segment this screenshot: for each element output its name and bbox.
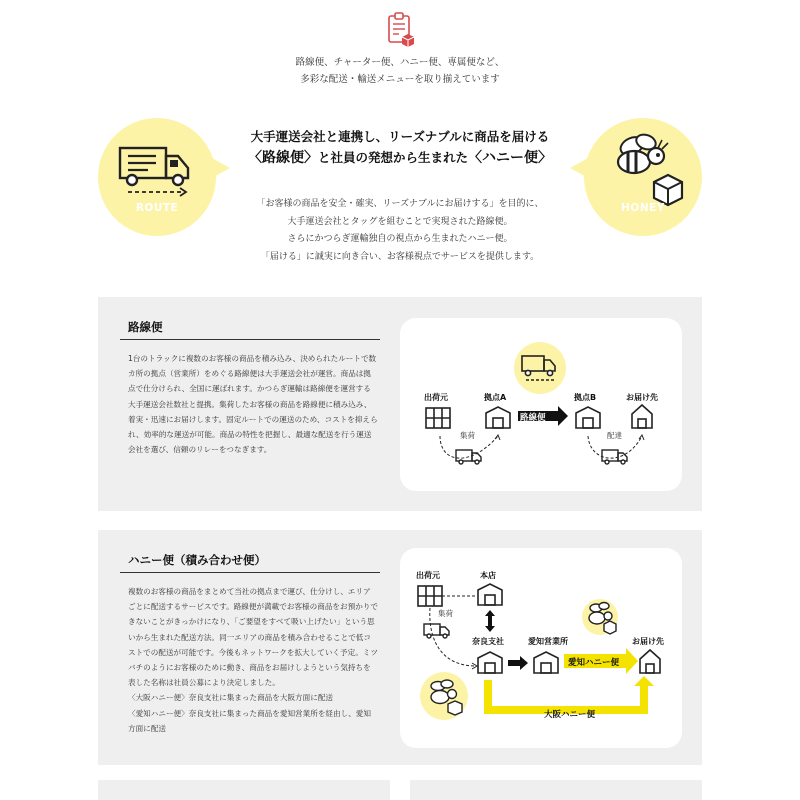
head-office-label: 本店 xyxy=(480,571,496,580)
description xyxy=(0,196,800,266)
honey-note-osaka: 〈大阪ハニー便〉奈良支社に集まった商品を大阪方面に配送 xyxy=(128,693,334,703)
nara-branch-label: 奈良支社 xyxy=(472,637,504,646)
honey-section-divider xyxy=(120,572,380,573)
description-line-1: 「お客様の商品を安全・確実、リーズナブルにお届けする」を目的に、 xyxy=(256,199,544,209)
aichi-honey-label: 愛知ハニー便 xyxy=(568,658,620,668)
osaka-honey-label: 大阪ハニー便 xyxy=(544,710,596,720)
route-origin-label: 出荷元 xyxy=(424,393,448,402)
honey-origin-label: 出荷元 xyxy=(416,571,440,580)
hub-a-icon xyxy=(486,407,510,428)
aichi-office-icon xyxy=(534,652,558,673)
route-section xyxy=(98,297,702,511)
next-section-left xyxy=(98,780,390,800)
route-pickup-label: 集荷 xyxy=(460,431,475,440)
route-label: ROUTE xyxy=(135,202,179,214)
route-destination-label: お届け先 xyxy=(626,393,658,402)
honey-destination-label: お届け先 xyxy=(632,637,664,646)
headline-line-2 xyxy=(0,147,800,169)
route-section-title: 路線便 xyxy=(128,320,163,334)
honey-pickup-label: 集荷 xyxy=(438,609,453,618)
honey-section-text: 複数のお客様の商品をまとめて当社の拠点まで運び、仕分けし、エリアごとに配送するサービスです。路線便が満載でお客様の商品をお預かりできないことがきっかけになり、「ご要望をすべて吸い上げたい」という思いから生まれた配送方法。同一エリアの商品を積み合わせることで低コストでの配送が可能です。今後もネットワークを拡大していく予定。ミツバチのようにお客様のために動き、商品をお届けしようという気持ちを表した名称は社員公募により決定しました。 xyxy=(128,587,378,688)
honey-section-title: ハニー便（積み合わせ便） xyxy=(128,553,266,567)
route-hub-a-label: 拠点A xyxy=(484,393,507,402)
route-section-text: 1台のトラックに複数のお客様の商品を積み込み、決められたルートで数カ所の拠点（営業所）をめぐる路線便は大手運送会社が運営。商品は拠点で仕分けられ、全国に運ばれます。かつらぎ運輸は路線便を運営する大手運送会社数社と提携。集荷したお客様の商品を路線便に積み込み、着実・迅速にお届けします。固定ルートでの運送のため、コストを抑えられ、効率的な運送が可能。商品の特性を把握し、最適な配送を行う運送会社を選び、信頼のリレーをつなぎます。 xyxy=(128,354,378,455)
intro-line-2: 多彩な配送・輸送メニューを取り揃えています xyxy=(300,74,500,85)
delivery-truck-icon xyxy=(602,450,627,464)
head-office-icon xyxy=(478,584,502,605)
description-line-2: 大手運送会社とタッグを組むことで実現された路線便。 xyxy=(287,216,513,227)
next-section-right xyxy=(410,780,702,800)
route-hub-b-label: 拠点B xyxy=(574,393,597,402)
route-section-body xyxy=(128,351,378,457)
intro-text xyxy=(0,54,800,88)
route-section-divider xyxy=(120,339,380,340)
description-line-3: さらにかつらぎ運輸独自の視点から生まれたハニー便。 xyxy=(287,234,513,244)
intro-line-1: 路線便、チャーター便、ハニー便、専属便など、 xyxy=(295,57,505,68)
honey-section xyxy=(98,530,702,765)
honey-origin-building-icon xyxy=(418,586,442,606)
headline-line-1: 大手運送会社と連携し、リーズナブルに商品を届ける xyxy=(250,129,550,144)
description-line-4: 「届ける」に誠実に向き合い、お客様視点でサービスを提供します。 xyxy=(260,251,540,262)
route-arrow-label: 路線便 xyxy=(520,413,546,423)
headline-honey: 〈ハニー便〉 xyxy=(468,150,552,166)
route-diagram xyxy=(400,318,682,491)
headline-route: 〈路線便〉 xyxy=(247,150,318,166)
headline xyxy=(0,126,800,169)
office-link-arrow xyxy=(485,610,495,632)
destination-house-icon xyxy=(632,405,652,428)
nara-to-aichi-arrow xyxy=(508,656,528,670)
hub-b-icon xyxy=(576,407,600,428)
clipboard-delivery-icon xyxy=(384,10,416,50)
route-delivery-label: 配達 xyxy=(607,431,622,440)
honey-label: HONEY xyxy=(621,202,665,214)
headline-middle: と社員の発想から生まれた xyxy=(317,150,468,165)
honey-pickup-truck-icon xyxy=(424,624,449,638)
origin-building-icon xyxy=(426,408,450,428)
honey-destination-house-icon xyxy=(640,650,660,673)
honey-diagram xyxy=(400,548,682,748)
honey-note-aichi: 〈愛知ハニー便〉奈良支社に集まった商品を愛知営業所を経由し、愛知方面に配送 xyxy=(128,708,371,733)
nara-branch-icon xyxy=(478,652,502,673)
honey-section-body xyxy=(128,584,378,736)
aichi-office-label: 愛知営業所 xyxy=(528,637,568,646)
